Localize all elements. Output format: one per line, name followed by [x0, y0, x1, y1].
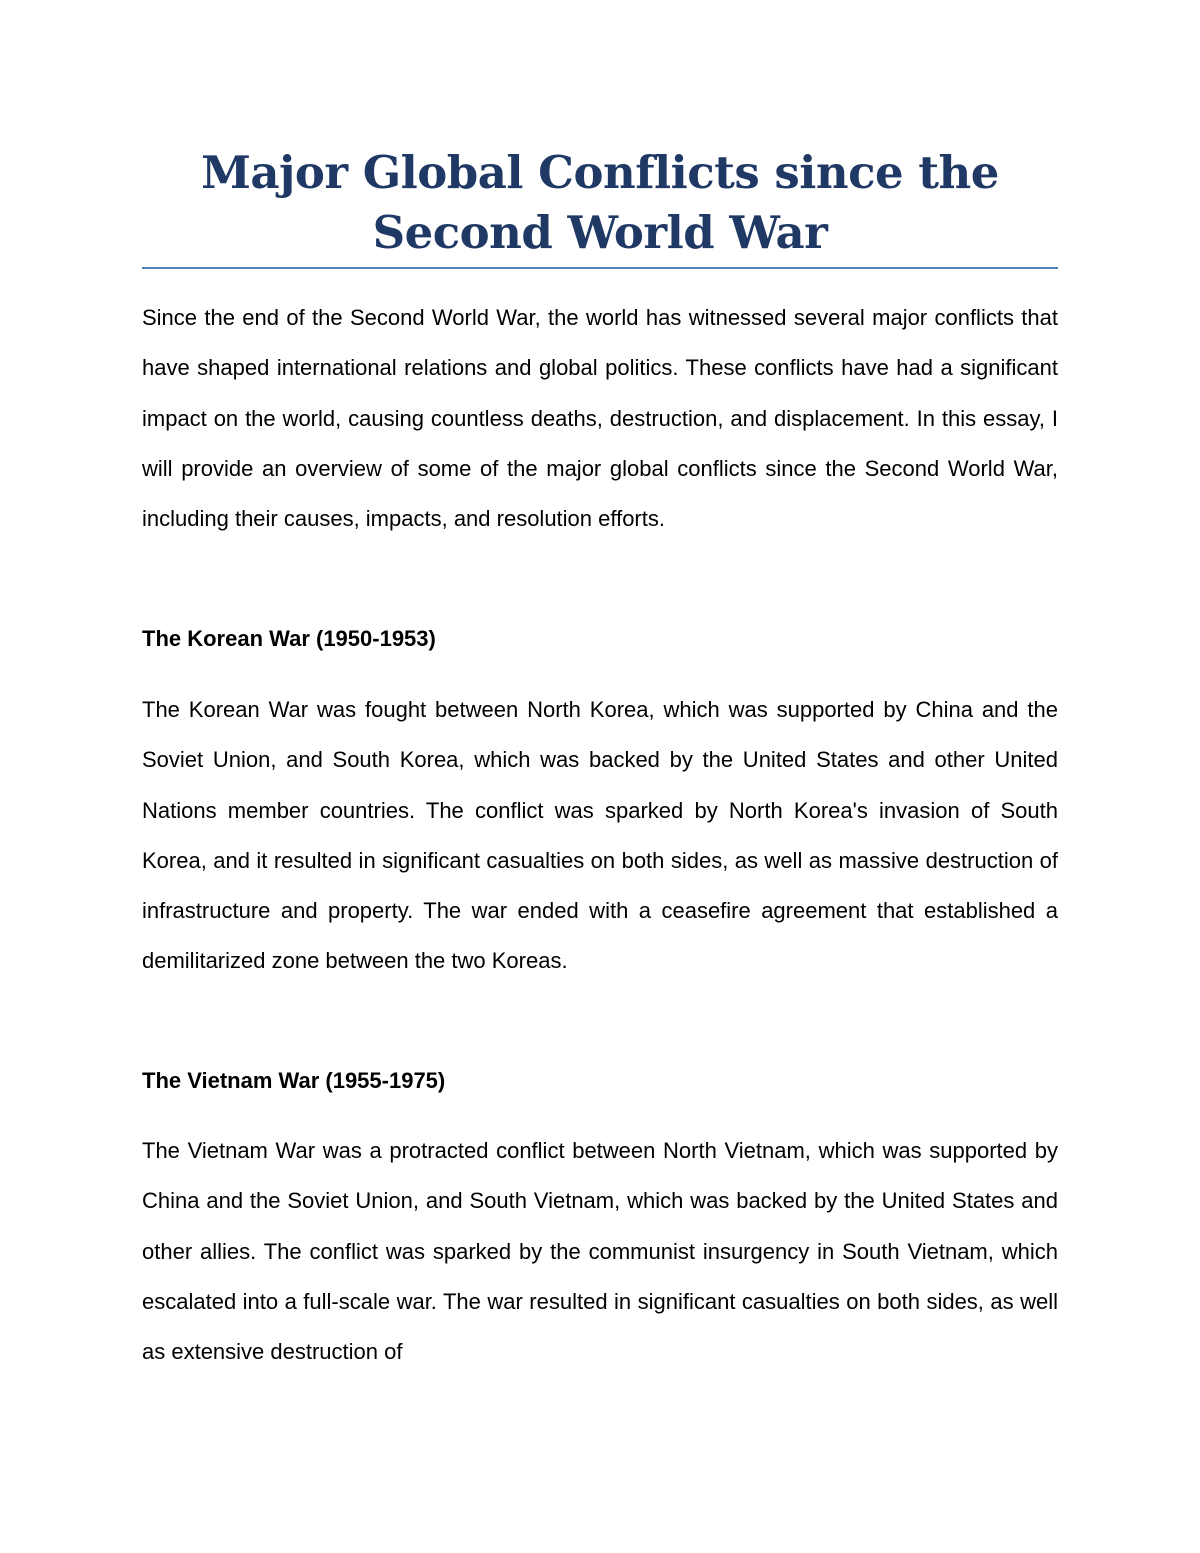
document-title: Major Global Conflicts since the Second World War	[201, 146, 999, 259]
section-heading-korean-war: The Korean War (1950-1953)	[142, 626, 436, 651]
section-paragraph-vietnam-war: The Vietnam War was a protracted conflict between North Vietnam, which was supported by China and the Soviet Union, and South Vietnam, which was backed by the United States and other allies. The conflict was sparked by the communist insurgency in South Vietnam, which escalated into a full-scale war. The war resulted in significant casualties on both sides, as well as extensive destruction of	[142, 1138, 1058, 1365]
title-underline	[142, 267, 1058, 269]
intro-paragraph: Since the end of the Second World War, the world has witnessed several major conflicts that have shaped international relations and global politics. These conflicts have had a significant impact on the world, causing countless deaths, destruction, and displacement. In this essay, I will provide an overview of some of the major global conflicts since the Second World War, including their causes, impacts, and resolution efforts.	[142, 305, 1058, 532]
section-heading-vietnam-war: The Vietnam War (1955-1975)	[142, 1068, 446, 1093]
section-paragraph-korean-war: The Korean War was fought between North Korea, which was supported by China and the Soviet Union, and South Korea, which was backed by the United States and other United Nations member countries. The conflict was sparked by North Korea's invasion of South Korea, and it resulted in significant casualties on both sides, as well as massive destruction of infrastructure and property. The war ended with a ceasefire agreement that established a demilitarized zone between the two Koreas.	[142, 697, 1058, 974]
